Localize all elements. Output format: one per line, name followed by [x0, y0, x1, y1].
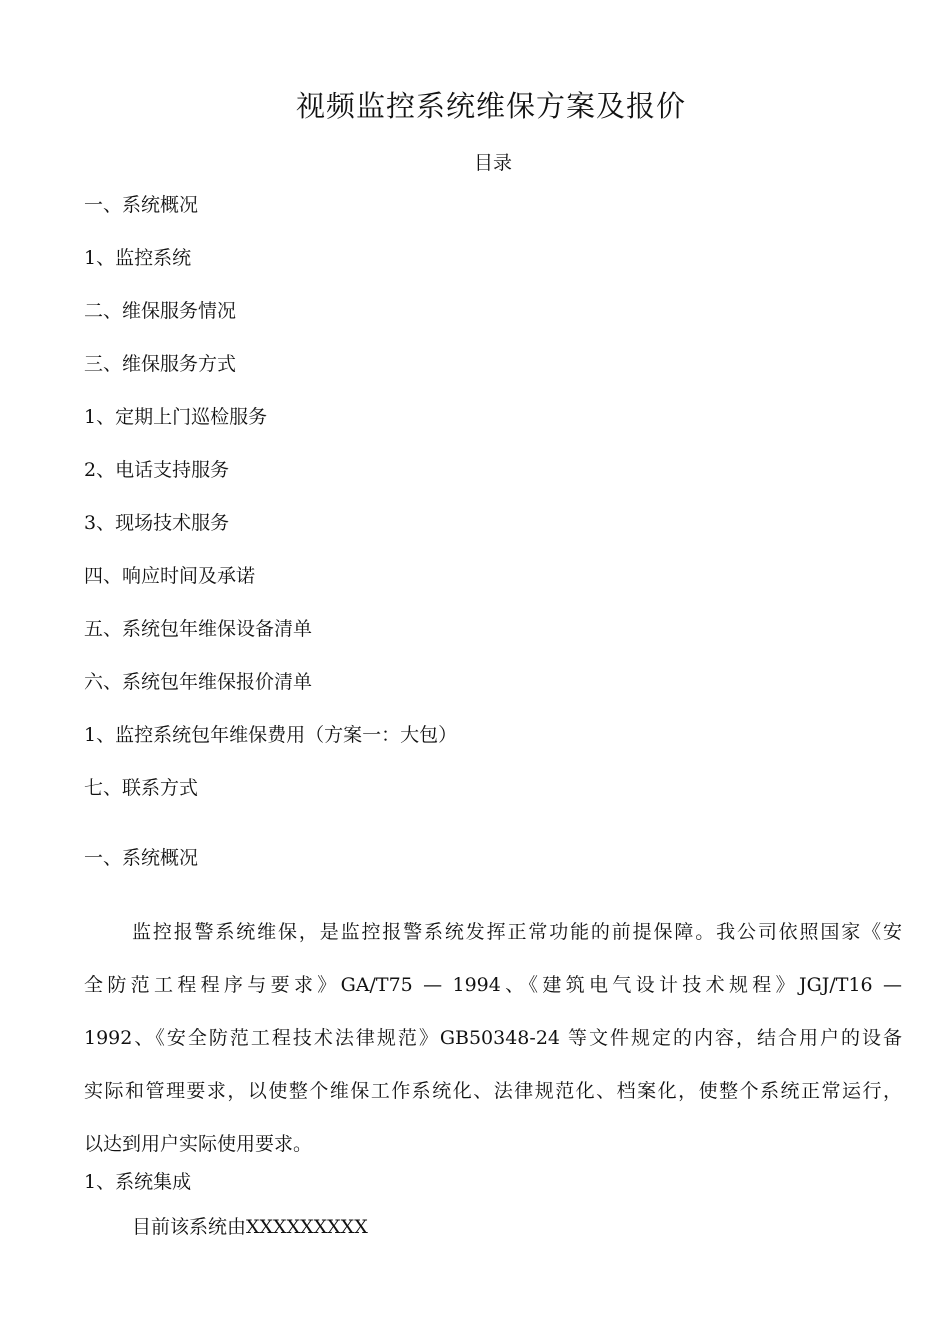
- toc-item: 2、电话支持服务: [84, 459, 230, 481]
- body-paragraph: [84, 906, 902, 1171]
- toc-item: 四、响应时间及承诺: [84, 565, 256, 587]
- toc-item: 六、系统包年维保报价清单: [84, 671, 313, 693]
- toc-item: 1、监控系统: [84, 247, 192, 269]
- toc-item: 1、定期上门巡检服务: [84, 406, 268, 428]
- toc-item: 1、监控系统包年维保费用（方案一：大包）: [84, 724, 458, 746]
- toc-item: 二、维保服务情况: [84, 300, 237, 322]
- subsection-heading: 1、系统集成: [84, 1171, 192, 1193]
- paragraph-line: 以达到用户实际使用要求。: [84, 1133, 313, 1155]
- paragraph-line: 实际和管理要求，以使整个维保工作系统化、法律规范化、档案化，使整个系统正常运行，: [84, 1080, 902, 1102]
- toc-item: 三、维保服务方式: [84, 353, 237, 375]
- paragraph-line: 1992、《安全防范工程技术法律规范》GB50348-24 等文件规定的内容，结合用户的设备: [84, 1027, 902, 1049]
- document-title: 视频监控系统维保方案及报价: [295, 89, 686, 123]
- toc-item: 五、系统包年维保设备清单: [84, 618, 313, 640]
- toc-item: 3、现场技术服务: [84, 512, 230, 534]
- paragraph-line: 全防范工程程序与要求》GA/T75 — 1994、《建筑电气设计技术规程》JGJ/T16 —: [84, 974, 902, 996]
- section-heading: 一、系统概况: [84, 847, 199, 869]
- toc-item: 一、系统概况: [84, 194, 199, 216]
- toc-item: 七、联系方式: [84, 777, 199, 799]
- toc-heading: 目录: [473, 152, 512, 174]
- subsection-text: 目前该系统由XXXXXXXXX: [132, 1216, 368, 1238]
- paragraph-line: 监控报警系统维保，是监控报警系统发挥正常功能的前提保障。我公司依照国家《安: [132, 921, 902, 943]
